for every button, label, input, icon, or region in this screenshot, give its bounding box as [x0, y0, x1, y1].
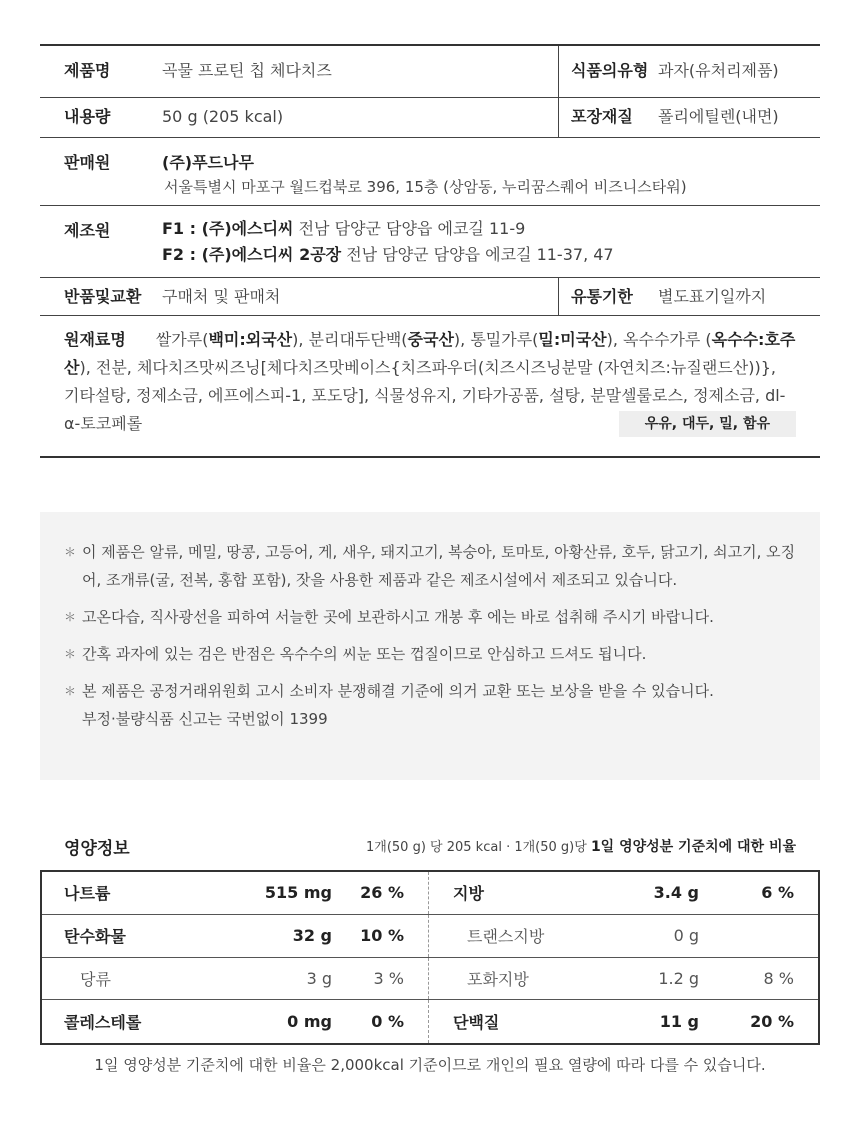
notice-text: 이 제품은 알류, 메밀, 땅콩, 고등어, 게, 새우, 돼지고기, 복숭아, 토마토, 아황산류, 호두, 닭고기, 쇠고기, 오징어, 조개류(굴, 전복, 홍합 포함), 잣을 사용한 제품과 같은 제조시설에서 제조되고 있습니다.	[82, 543, 796, 589]
nutrition-footnote: 1일 영양성분 기준치에 대한 비율은 2,000kcal 기준이므로 개인의 필요 열량에 따라 다를 수 있습니다.	[94, 1056, 766, 1074]
product-name-value: 곡물 프로틴 칩 체다치즈	[162, 61, 332, 80]
asterisk-icon: ＊	[64, 610, 77, 624]
nutrient-amount: 3 g	[306, 968, 332, 988]
nutrition-description	[366, 836, 796, 856]
ingredient-origin: 백미:외국산	[208, 330, 293, 349]
nutrient-amount: 515 mg	[264, 883, 332, 903]
ingredient-text: ), 전분, 체다치즈맛씨즈닝[체다치즈맛베이스{치즈파우더(치즈시즈닝분말 (자연치즈:뉴질랜드산))}, 기타설탕, 정제소금, 에프에스피-1, 포도당], 식물성유지, 기타가공품, 설탕, 분말셀룰로스, 정제소금, dl-α-토코페롤	[64, 358, 786, 433]
expiry-label: 유통기한	[558, 278, 658, 315]
ingredient-text: ), 분리대두단백(	[292, 330, 408, 349]
nutrition-row	[42, 958, 818, 1001]
notice-item	[64, 677, 796, 733]
nutrition-row	[42, 872, 818, 915]
info-row-return	[40, 278, 820, 316]
nutrient-name: 포화지방	[467, 969, 529, 989]
seller-address: 서울특별시 마포구 월드컵북로 396, 15층 (상암동, 누리꿈스퀘어 비즈니스타워)	[164, 178, 687, 196]
product-name-label: 제품명	[64, 61, 111, 80]
food-type-label: 식품의유형	[558, 46, 658, 97]
nutrient-name: 단백질	[453, 1013, 500, 1033]
notice-item	[64, 640, 796, 668]
asterisk-icon: ＊	[64, 684, 77, 698]
nutrient-name: 콜레스테롤	[64, 1013, 142, 1033]
expiry-value: 별도표기일까지	[658, 287, 767, 306]
nutrient-percent: 8 %	[763, 968, 794, 988]
ingredients-text	[40, 316, 820, 438]
maker-f1-name: F1 : (주)에스디씨	[162, 219, 294, 238]
nutrient-name: 당류	[80, 969, 111, 989]
ingredient-text: ), 옥수수가루 (	[606, 330, 712, 349]
info-row-volume	[40, 98, 820, 138]
nutrition-table	[40, 870, 820, 1045]
ingredients-label: 원재료명	[64, 330, 126, 349]
maker-f1	[162, 216, 820, 242]
notice-item	[64, 603, 796, 631]
volume-label: 내용량	[64, 107, 111, 126]
ingredient-origin: 밀:미국산	[538, 330, 607, 349]
nutrient-percent: 6 %	[761, 883, 794, 903]
notice-item	[64, 538, 796, 594]
notice-text: 본 제품은 공정거래위원회 고시 소비자 분쟁해결 기준에 의거 교환 또는 보상을 받을 수 있습니다. 부정·불량식품 신고는 국번없이 1399	[82, 682, 714, 728]
nutrient-amount: 3.4 g	[653, 883, 699, 903]
ingredient-origin: 옥수수:호주산	[64, 330, 796, 377]
nutrient-name: 탄수화물	[64, 927, 126, 947]
nutrition-row	[42, 1000, 818, 1043]
asterisk-icon: ＊	[64, 647, 77, 661]
nutrient-percent: 3 %	[334, 958, 429, 1000]
ingredient-text: ), 통밀가루(	[453, 330, 539, 349]
maker-label: 제조원	[64, 221, 111, 240]
asterisk-icon: ＊	[64, 545, 77, 559]
ingredient-origin: 중국산	[407, 330, 454, 349]
nutrient-percent: 26 %	[334, 872, 429, 914]
return-label: 반품및교환	[64, 287, 142, 306]
maker-f1-address: 전남 담양군 담양읍 에코길 11-9	[293, 219, 526, 238]
nutrient-name: 지방	[453, 884, 484, 904]
info-row-seller	[40, 138, 820, 206]
seller-name: (주)푸드나무	[162, 153, 254, 172]
maker-f2-name: F2 : (주)에스디씨 2공장	[162, 245, 342, 264]
seller-label: 판매원	[64, 153, 111, 172]
nutrient-name: 트랜스지방	[467, 927, 545, 947]
nutrient-percent: 20 %	[750, 1012, 794, 1032]
packaging-value: 폴리에틸렌(내면)	[658, 107, 779, 126]
nutrient-amount: 0 mg	[287, 1012, 332, 1032]
nutrition-daily-ratio-label: 1일 영양성분 기준치에 대한 비율	[590, 839, 796, 855]
volume-value: 50 g (205 kcal)	[162, 107, 284, 126]
info-row-name	[40, 46, 820, 98]
nutrient-percent: 10 %	[334, 915, 429, 957]
notice-box	[40, 512, 820, 780]
notice-text: 고온다습, 직사광선을 피하여 서늘한 곳에 보관하시고 개봉 후 에는 바로 섭취해 주시기 바랍니다.	[82, 608, 714, 626]
info-row-maker	[40, 206, 820, 278]
return-value: 구매처 및 판매처	[162, 287, 281, 306]
ingredient-text: 쌀가루(	[155, 330, 209, 349]
packaging-label: 포장재질	[558, 98, 658, 137]
nutrient-name: 나트륨	[64, 884, 111, 904]
nutrition-header	[40, 834, 820, 862]
maker-f2	[162, 242, 820, 268]
nutrition-serving: 1개(50 g) 당 205 kcal · 1개(50 g)당	[366, 840, 591, 855]
maker-f2-address: 전남 담양군 담양읍 에코길 11-37, 47	[341, 245, 614, 264]
nutrient-percent: 0 %	[334, 1000, 429, 1043]
allergy-badge: 우유, 대두, 밀, 함유	[619, 411, 796, 437]
product-info-table	[40, 44, 820, 458]
food-type-value: 과자(유처리제품)	[658, 61, 779, 80]
nutrition-row	[42, 915, 818, 958]
nutrient-amount: 32 g	[292, 926, 332, 946]
nutrition-title: 영양정보	[64, 839, 130, 859]
info-row-ingredients	[40, 316, 820, 456]
nutrient-amount: 0 g	[673, 926, 699, 946]
notice-text: 간혹 과자에 있는 검은 반점은 옥수수의 씨눈 또는 껍질이므로 안심하고 드셔도 됩니다.	[82, 645, 647, 663]
nutrient-amount: 1.2 g	[658, 968, 699, 988]
nutrient-amount: 11 g	[659, 1012, 699, 1032]
